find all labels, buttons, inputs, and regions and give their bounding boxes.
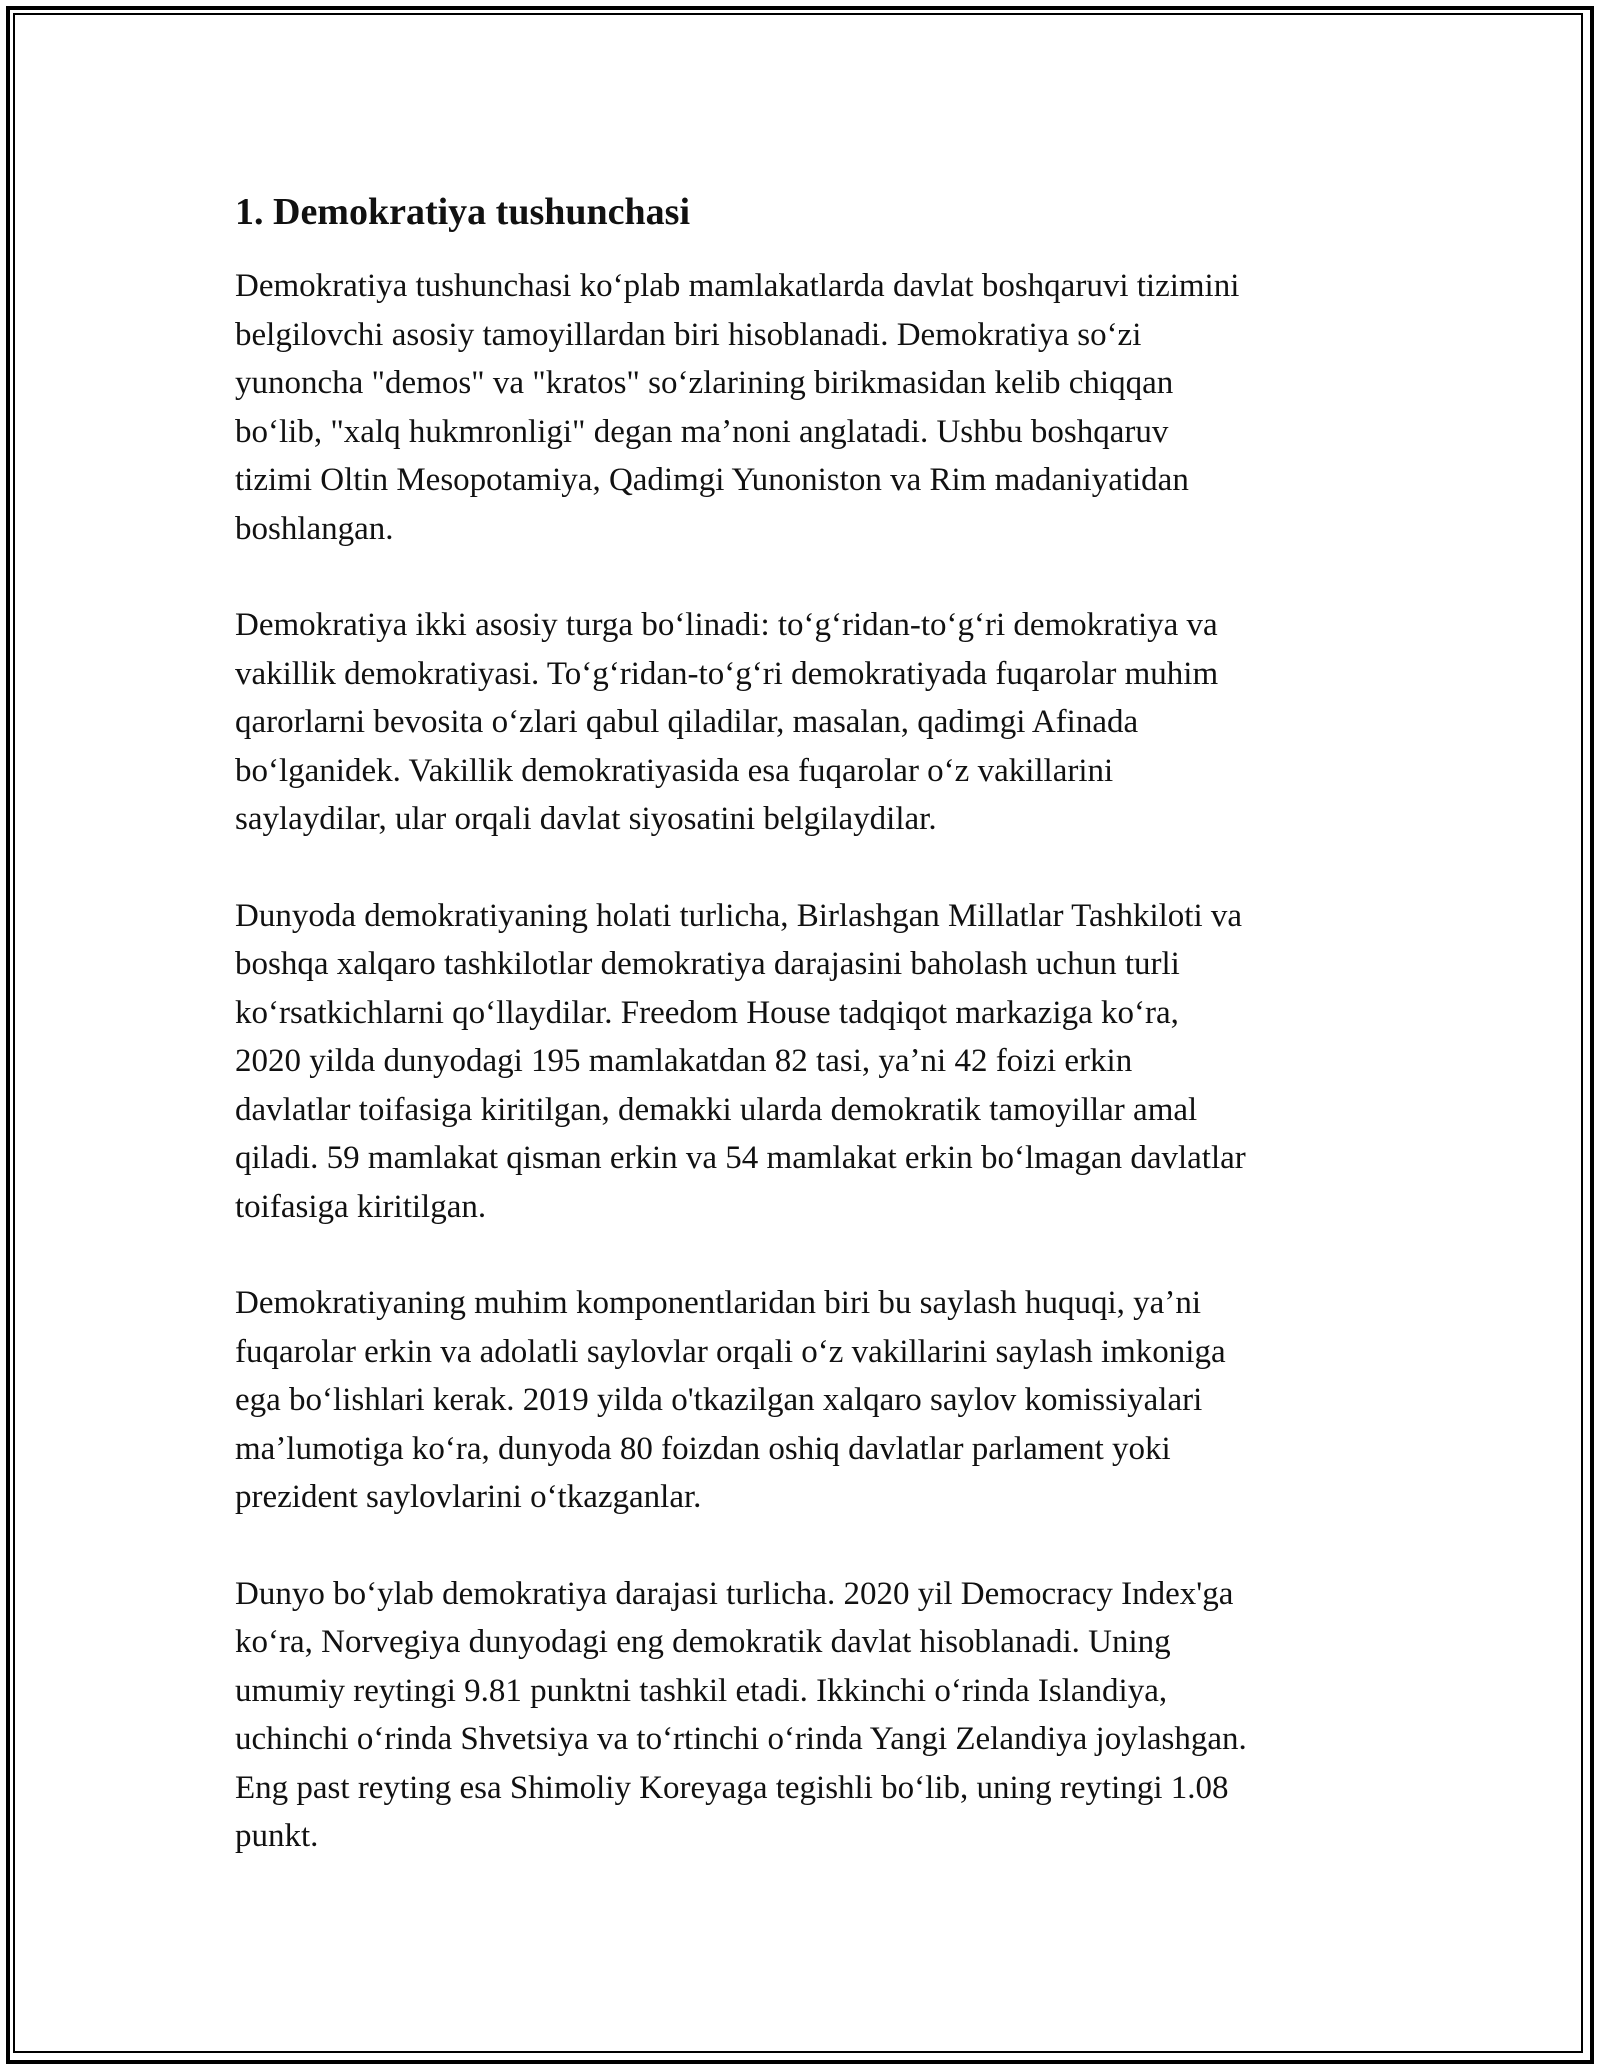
section-heading: 1. Demokratiya tushunchasi <box>235 191 690 233</box>
paragraph-line: Dunyoda demokratiyaning holati turlicha, Birlashgan Millatlar Tashkiloti va <box>235 897 1243 934</box>
paragraph-line: tizimi Oltin Mesopotamiya, Qadimgi Yunoniston va Rim madaniyatidan <box>235 462 1189 498</box>
paragraph-line: Demokratiya ikki asosiy turga boʻlinadi: toʻgʻridan-toʻgʻri demokratiya va <box>235 607 1218 643</box>
paragraph-5 <box>235 1570 1375 1861</box>
paragraph-line: maʼlumotiga koʻra, dunyoda 80 foizdan oshiq davlatlar parlament yoki <box>235 1430 1171 1467</box>
paragraph-line: boʻlib, "xalq hukmronligi" degan maʼnoni anglatadi. Ushbu boshqaruv <box>235 413 1169 450</box>
paragraph-line: yunoncha "demos" va "kratos" soʻzlarining birikmasidan kelib chiqqan <box>235 365 1174 401</box>
paragraph-line: belgilovchi asosiy tamoyillardan biri hisoblanadi. Demokratiya soʻzi <box>235 316 1142 353</box>
paragraph-2 <box>235 601 1375 844</box>
paragraph-line: toifasiga kiritilgan. <box>235 1188 487 1225</box>
paragraph-line: Demokratiya tushunchasi koʻplab mamlakatlarda davlat boshqaruvi tizimini <box>235 268 1240 304</box>
paragraph-1 <box>235 262 1375 553</box>
paragraph-line: punkt. <box>235 1818 319 1854</box>
paragraph-line: fuqarolar erkin va adolatli saylovlar orqali oʻz vakillarini saylash imkoniga <box>235 1333 1226 1370</box>
paragraph-line: 2020 yilda dunyodagi 195 mamlakatdan 82 tasi, yaʼni 42 foizi erkin <box>235 1043 1133 1079</box>
paragraph-line: ega boʻlishlari kerak. 2019 yilda o'tkazilgan xalqaro saylov komissiyalari <box>235 1382 1203 1418</box>
paragraph-line: boshqa xalqaro tashkilotlar demokratiya darajasini baholash uchun turli <box>235 946 1180 982</box>
paragraph-line: boʻlganidek. Vakillik demokratiyasida esa fuqarolar oʻz vakillarini <box>235 752 1114 789</box>
paragraph-line: qarorlarni bevosita oʻzlari qabul qiladilar, masalan, qadimgi Afinada <box>235 704 1139 740</box>
paragraph-line: davlatlar toifasiga kiritilgan, demakki ularda demokratik tamoyillar amal <box>235 1091 1198 1128</box>
paragraph-line: prezident saylovlarini oʻtkazganlar. <box>235 1479 702 1515</box>
paragraph-line: koʻra, Norvegiya dunyodagi eng demokratik davlat hisoblanadi. Uning <box>235 1624 1171 1660</box>
paragraphs-container <box>235 262 1375 1861</box>
document-body <box>235 188 1375 1861</box>
paragraph-line: uchinchi oʻrinda Shvetsiya va toʻrtinchi oʻrinda Yangi Zelandiya joylashgan. <box>235 1721 1247 1757</box>
paragraph-4 <box>235 1279 1375 1522</box>
paragraph-line: qiladi. 59 mamlakat qisman erkin va 54 mamlakat erkin boʻlmagan davlatlar <box>235 1140 1246 1176</box>
paragraph-line: koʻrsatkichlarni qoʻllaydilar. Freedom House tadqiqot markaziga koʻra, <box>235 994 1179 1031</box>
paragraph-line: vakillik demokratiyasi. Toʻgʻridan-toʻgʻri demokratiyada fuqarolar muhim <box>235 655 1219 692</box>
paragraph-line: umumiy reytingi 9.81 punktni tashkil etadi. Ikkinchi oʻrinda Islandiya, <box>235 1672 1168 1709</box>
paragraph-line: saylaydilar, ular orqali davlat siyosatini belgilaydilar. <box>235 801 937 837</box>
paragraph-line: Eng past reyting esa Shimoliy Koreyaga tegishli boʻlib, uning reytingi 1.08 <box>235 1769 1229 1806</box>
paragraph-line: Dunyo boʻylab demokratiya darajasi turlicha. 2020 yil Democracy Index'ga <box>235 1575 1234 1612</box>
paragraph-line: Demokratiyaning muhim komponentlaridan biri bu saylash huquqi, yaʼni <box>235 1285 1201 1321</box>
paragraph-line: boshlangan. <box>235 510 394 547</box>
paragraph-3 <box>235 892 1375 1232</box>
